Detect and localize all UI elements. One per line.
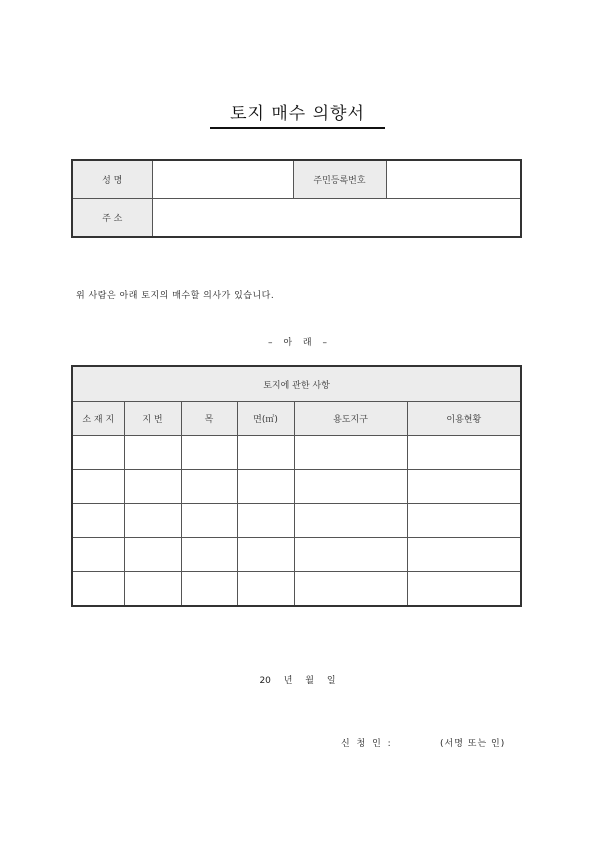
name-label: 성 명: [72, 160, 152, 199]
table-cell[interactable]: [124, 504, 181, 538]
table-cell[interactable]: [407, 504, 521, 538]
resident-number-label: 주민등록번호: [293, 160, 386, 199]
intent-sentence: 위 사람은 아래 토지의 매수할 의사가 있습니다.: [76, 291, 275, 301]
table-cell[interactable]: [237, 572, 294, 607]
table-cell[interactable]: [72, 504, 124, 538]
table-cell[interactable]: [407, 470, 521, 504]
header-current-use: 이용현황: [407, 402, 521, 436]
signature-note: (서명 또는 인): [440, 739, 506, 749]
table-cell[interactable]: [124, 470, 181, 504]
table-cell[interactable]: [72, 572, 124, 607]
header-area: 면(㎡): [237, 402, 294, 436]
table-cell[interactable]: [181, 436, 237, 470]
header-lot-number: 지 번: [124, 402, 181, 436]
table-cell[interactable]: [407, 572, 521, 607]
date-line: 20 년 월 일: [259, 676, 336, 686]
table-cell[interactable]: [181, 470, 237, 504]
table-row: [72, 470, 521, 504]
table-cell[interactable]: [294, 436, 407, 470]
table-cell[interactable]: [72, 538, 124, 572]
applicant-info-table: [71, 159, 522, 238]
table-cell[interactable]: [237, 504, 294, 538]
table-cell[interactable]: [72, 436, 124, 470]
table-cell[interactable]: [294, 504, 407, 538]
header-location: 소 재 지: [72, 402, 124, 436]
table-cell[interactable]: [72, 470, 124, 504]
name-field[interactable]: [152, 160, 293, 199]
header-zoning: 용도지구: [294, 402, 407, 436]
table-cell[interactable]: [181, 538, 237, 572]
header-land-category: 목: [181, 402, 237, 436]
applicant-signature-label: 신 청 인 :: [341, 739, 393, 749]
table-cell[interactable]: [237, 436, 294, 470]
table-row: [72, 538, 521, 572]
table-cell[interactable]: [181, 572, 237, 607]
table-cell[interactable]: [124, 436, 181, 470]
table-cell[interactable]: [407, 538, 521, 572]
land-table-caption: 토지에 관한 사항: [72, 366, 521, 402]
resident-number-field[interactable]: [386, 160, 521, 199]
table-cell[interactable]: [124, 538, 181, 572]
table-cell[interactable]: [237, 538, 294, 572]
table-cell[interactable]: [294, 572, 407, 607]
table-cell[interactable]: [237, 470, 294, 504]
table-cell[interactable]: [124, 572, 181, 607]
table-row: [72, 572, 521, 607]
address-label: 주 소: [72, 199, 152, 238]
table-cell[interactable]: [294, 538, 407, 572]
table-cell[interactable]: [294, 470, 407, 504]
below-marker: – 아 래 –: [268, 338, 327, 348]
table-cell[interactable]: [181, 504, 237, 538]
table-row: [72, 504, 521, 538]
land-info-table: [71, 365, 522, 607]
table-row: [72, 436, 521, 470]
address-field[interactable]: [152, 199, 521, 238]
table-cell[interactable]: [407, 436, 521, 470]
document-title: 토지 매수 의향서: [210, 103, 385, 129]
